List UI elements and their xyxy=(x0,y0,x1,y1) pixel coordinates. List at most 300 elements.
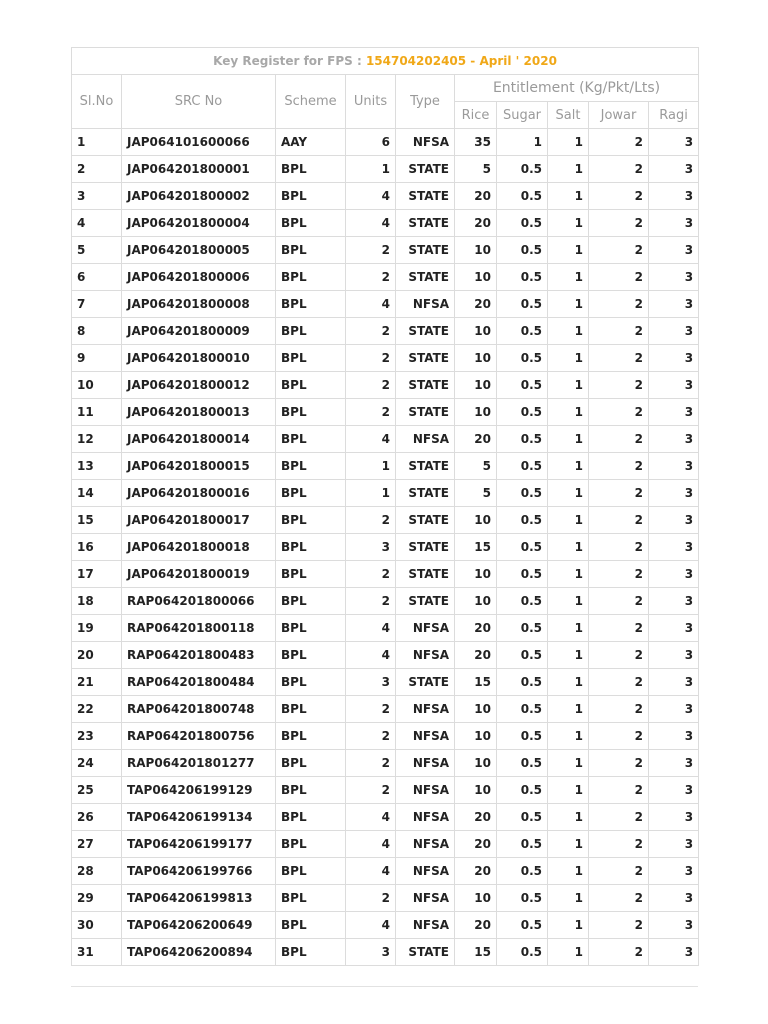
cell-rice: 15 xyxy=(455,939,497,966)
cell-salt: 1 xyxy=(548,885,589,912)
cell-salt: 1 xyxy=(548,750,589,777)
cell-type: NFSA xyxy=(396,642,455,669)
cell-scheme: BPL xyxy=(276,804,346,831)
cell-sl: 19 xyxy=(72,615,122,642)
table-row xyxy=(72,588,699,615)
cell-ragi: 3 xyxy=(649,426,699,453)
cell-sugar: 0.5 xyxy=(497,237,548,264)
cell-ragi: 3 xyxy=(649,264,699,291)
cell-sugar: 0.5 xyxy=(497,561,548,588)
cell-jowar: 2 xyxy=(589,156,649,183)
cell-scheme: BPL xyxy=(276,291,346,318)
cell-rice: 35 xyxy=(455,129,497,156)
cell-scheme: BPL xyxy=(276,831,346,858)
cell-units: 2 xyxy=(346,264,396,291)
table-row xyxy=(72,831,699,858)
cell-sl: 6 xyxy=(72,264,122,291)
header-scheme: Scheme xyxy=(276,75,346,129)
cell-salt: 1 xyxy=(548,804,589,831)
cell-sugar: 0.5 xyxy=(497,750,548,777)
cell-src: TAP064206200894 xyxy=(122,939,276,966)
cell-jowar: 2 xyxy=(589,426,649,453)
table-row xyxy=(72,939,699,966)
cell-scheme: BPL xyxy=(276,939,346,966)
cell-rice: 15 xyxy=(455,534,497,561)
cell-ragi: 3 xyxy=(649,237,699,264)
cell-scheme: BPL xyxy=(276,156,346,183)
header-row-1 xyxy=(72,75,699,102)
table-row xyxy=(72,642,699,669)
cell-ragi: 3 xyxy=(649,696,699,723)
cell-units: 3 xyxy=(346,534,396,561)
table-row xyxy=(72,291,699,318)
cell-sl: 30 xyxy=(72,912,122,939)
cell-scheme: BPL xyxy=(276,264,346,291)
cell-sugar: 0.5 xyxy=(497,939,548,966)
cell-rice: 5 xyxy=(455,453,497,480)
cell-jowar: 2 xyxy=(589,588,649,615)
cell-scheme: BPL xyxy=(276,507,346,534)
cell-rice: 20 xyxy=(455,912,497,939)
cell-rice: 10 xyxy=(455,345,497,372)
table-row xyxy=(72,912,699,939)
cell-rice: 10 xyxy=(455,237,497,264)
cell-units: 2 xyxy=(346,750,396,777)
cell-salt: 1 xyxy=(548,588,589,615)
cell-src: JAP064201800017 xyxy=(122,507,276,534)
cell-ragi: 3 xyxy=(649,291,699,318)
cell-scheme: BPL xyxy=(276,426,346,453)
cell-src: RAP064201801277 xyxy=(122,750,276,777)
cell-salt: 1 xyxy=(548,453,589,480)
cell-sl: 8 xyxy=(72,318,122,345)
cell-sugar: 0.5 xyxy=(497,426,548,453)
cell-type: STATE xyxy=(396,318,455,345)
cell-rice: 20 xyxy=(455,210,497,237)
cell-units: 4 xyxy=(346,831,396,858)
cell-scheme: BPL xyxy=(276,183,346,210)
cell-units: 1 xyxy=(346,156,396,183)
cell-salt: 1 xyxy=(548,129,589,156)
title-prefix: Key Register for FPS : xyxy=(213,54,366,68)
cell-scheme: BPL xyxy=(276,858,346,885)
cell-sugar: 0.5 xyxy=(497,534,548,561)
cell-type: STATE xyxy=(396,264,455,291)
key-register xyxy=(71,47,698,966)
cell-type: NFSA xyxy=(396,723,455,750)
cell-jowar: 2 xyxy=(589,858,649,885)
cell-jowar: 2 xyxy=(589,480,649,507)
cell-src: TAP064206199134 xyxy=(122,804,276,831)
table-row xyxy=(72,615,699,642)
cell-salt: 1 xyxy=(548,480,589,507)
cell-type: STATE xyxy=(396,669,455,696)
table-row xyxy=(72,480,699,507)
cell-jowar: 2 xyxy=(589,318,649,345)
cell-jowar: 2 xyxy=(589,804,649,831)
cell-jowar: 2 xyxy=(589,696,649,723)
cell-rice: 10 xyxy=(455,588,497,615)
cell-units: 4 xyxy=(346,804,396,831)
cell-scheme: BPL xyxy=(276,210,346,237)
cell-salt: 1 xyxy=(548,534,589,561)
cell-type: STATE xyxy=(396,156,455,183)
cell-jowar: 2 xyxy=(589,831,649,858)
cell-units: 1 xyxy=(346,453,396,480)
cell-src: JAP064101600066 xyxy=(122,129,276,156)
cell-jowar: 2 xyxy=(589,183,649,210)
header-type: Type xyxy=(396,75,455,129)
cell-salt: 1 xyxy=(548,858,589,885)
cell-src: JAP064201800002 xyxy=(122,183,276,210)
cell-rice: 10 xyxy=(455,399,497,426)
cell-sugar: 1 xyxy=(497,129,548,156)
cell-rice: 10 xyxy=(455,885,497,912)
cell-src: JAP064201800014 xyxy=(122,426,276,453)
cell-jowar: 2 xyxy=(589,129,649,156)
cell-scheme: BPL xyxy=(276,480,346,507)
cell-sugar: 0.5 xyxy=(497,777,548,804)
table-row xyxy=(72,723,699,750)
table-row xyxy=(72,669,699,696)
cell-rice: 20 xyxy=(455,642,497,669)
cell-rice: 5 xyxy=(455,480,497,507)
cell-salt: 1 xyxy=(548,318,589,345)
header-sugar: Sugar xyxy=(497,102,548,129)
cell-sl: 18 xyxy=(72,588,122,615)
cell-scheme: BPL xyxy=(276,561,346,588)
cell-sugar: 0.5 xyxy=(497,912,548,939)
cell-rice: 10 xyxy=(455,372,497,399)
cell-salt: 1 xyxy=(548,264,589,291)
cell-sl: 27 xyxy=(72,831,122,858)
table-row xyxy=(72,210,699,237)
cell-scheme: AAY xyxy=(276,129,346,156)
cell-units: 4 xyxy=(346,615,396,642)
cell-sugar: 0.5 xyxy=(497,156,548,183)
table-body xyxy=(72,129,699,966)
cell-sl: 12 xyxy=(72,426,122,453)
cell-type: STATE xyxy=(396,345,455,372)
cell-ragi: 3 xyxy=(649,453,699,480)
cell-scheme: BPL xyxy=(276,534,346,561)
cell-sl: 31 xyxy=(72,939,122,966)
cell-ragi: 3 xyxy=(649,318,699,345)
cell-sugar: 0.5 xyxy=(497,615,548,642)
cell-sugar: 0.5 xyxy=(497,696,548,723)
cell-units: 4 xyxy=(346,210,396,237)
cell-ragi: 3 xyxy=(649,507,699,534)
cell-rice: 15 xyxy=(455,669,497,696)
cell-src: RAP064201800756 xyxy=(122,723,276,750)
cell-sl: 16 xyxy=(72,534,122,561)
cell-sl: 26 xyxy=(72,804,122,831)
cell-sl: 5 xyxy=(72,237,122,264)
table-row xyxy=(72,399,699,426)
cell-src: TAP064206199813 xyxy=(122,885,276,912)
cell-scheme: BPL xyxy=(276,642,346,669)
cell-salt: 1 xyxy=(548,399,589,426)
table-row xyxy=(72,696,699,723)
cell-units: 1 xyxy=(346,480,396,507)
cell-src: JAP064201800012 xyxy=(122,372,276,399)
cell-sl: 7 xyxy=(72,291,122,318)
cell-src: TAP064206200649 xyxy=(122,912,276,939)
cell-src: JAP064201800015 xyxy=(122,453,276,480)
cell-ragi: 3 xyxy=(649,750,699,777)
cell-jowar: 2 xyxy=(589,561,649,588)
cell-rice: 10 xyxy=(455,696,497,723)
cell-jowar: 2 xyxy=(589,723,649,750)
cell-sl: 3 xyxy=(72,183,122,210)
cell-type: NFSA xyxy=(396,804,455,831)
cell-sugar: 0.5 xyxy=(497,453,548,480)
cell-type: NFSA xyxy=(396,912,455,939)
bottom-divider xyxy=(71,986,698,987)
cell-type: NFSA xyxy=(396,615,455,642)
cell-salt: 1 xyxy=(548,642,589,669)
cell-src: JAP064201800005 xyxy=(122,237,276,264)
cell-salt: 1 xyxy=(548,939,589,966)
cell-src: TAP064206199766 xyxy=(122,858,276,885)
cell-src: RAP064201800748 xyxy=(122,696,276,723)
cell-ragi: 3 xyxy=(649,129,699,156)
cell-sugar: 0.5 xyxy=(497,318,548,345)
table-row xyxy=(72,750,699,777)
cell-src: JAP064201800006 xyxy=(122,264,276,291)
cell-type: NFSA xyxy=(396,777,455,804)
cell-salt: 1 xyxy=(548,561,589,588)
cell-units: 2 xyxy=(346,777,396,804)
cell-ragi: 3 xyxy=(649,399,699,426)
cell-jowar: 2 xyxy=(589,507,649,534)
cell-salt: 1 xyxy=(548,291,589,318)
cell-src: RAP064201800066 xyxy=(122,588,276,615)
cell-jowar: 2 xyxy=(589,237,649,264)
table-row xyxy=(72,129,699,156)
cell-rice: 10 xyxy=(455,723,497,750)
cell-ragi: 3 xyxy=(649,858,699,885)
cell-scheme: BPL xyxy=(276,696,346,723)
cell-units: 2 xyxy=(346,318,396,345)
table-row xyxy=(72,426,699,453)
cell-units: 3 xyxy=(346,939,396,966)
cell-sl: 25 xyxy=(72,777,122,804)
cell-scheme: BPL xyxy=(276,723,346,750)
cell-type: STATE xyxy=(396,588,455,615)
cell-src: JAP064201800009 xyxy=(122,318,276,345)
cell-rice: 20 xyxy=(455,804,497,831)
cell-sl: 17 xyxy=(72,561,122,588)
cell-src: JAP064201800001 xyxy=(122,156,276,183)
cell-salt: 1 xyxy=(548,426,589,453)
cell-rice: 5 xyxy=(455,156,497,183)
cell-jowar: 2 xyxy=(589,399,649,426)
cell-src: JAP064201800008 xyxy=(122,291,276,318)
cell-salt: 1 xyxy=(548,669,589,696)
cell-type: STATE xyxy=(396,210,455,237)
table-row xyxy=(72,156,699,183)
cell-sl: 29 xyxy=(72,885,122,912)
cell-ragi: 3 xyxy=(649,939,699,966)
cell-sl: 13 xyxy=(72,453,122,480)
cell-sugar: 0.5 xyxy=(497,642,548,669)
header-ragi: Ragi xyxy=(649,102,699,129)
cell-units: 2 xyxy=(346,372,396,399)
cell-ragi: 3 xyxy=(649,831,699,858)
cell-sugar: 0.5 xyxy=(497,345,548,372)
cell-sl: 1 xyxy=(72,129,122,156)
cell-salt: 1 xyxy=(548,615,589,642)
cell-type: STATE xyxy=(396,480,455,507)
cell-jowar: 2 xyxy=(589,642,649,669)
cell-salt: 1 xyxy=(548,777,589,804)
cell-salt: 1 xyxy=(548,696,589,723)
cell-sl: 23 xyxy=(72,723,122,750)
cell-scheme: BPL xyxy=(276,372,346,399)
cell-rice: 10 xyxy=(455,777,497,804)
cell-ragi: 3 xyxy=(649,480,699,507)
cell-jowar: 2 xyxy=(589,615,649,642)
cell-units: 2 xyxy=(346,588,396,615)
cell-jowar: 2 xyxy=(589,453,649,480)
cell-type: STATE xyxy=(396,507,455,534)
cell-rice: 10 xyxy=(455,561,497,588)
cell-ragi: 3 xyxy=(649,615,699,642)
cell-sugar: 0.5 xyxy=(497,507,548,534)
cell-sugar: 0.5 xyxy=(497,264,548,291)
header-units: Units xyxy=(346,75,396,129)
cell-ragi: 3 xyxy=(649,534,699,561)
cell-units: 3 xyxy=(346,669,396,696)
cell-sugar: 0.5 xyxy=(497,669,548,696)
cell-sugar: 0.5 xyxy=(497,804,548,831)
cell-src: RAP064201800484 xyxy=(122,669,276,696)
table-row xyxy=(72,561,699,588)
table-row xyxy=(72,345,699,372)
table-row xyxy=(72,237,699,264)
cell-units: 4 xyxy=(346,858,396,885)
cell-type: NFSA xyxy=(396,885,455,912)
cell-salt: 1 xyxy=(548,372,589,399)
cell-scheme: BPL xyxy=(276,912,346,939)
cell-rice: 10 xyxy=(455,507,497,534)
cell-src: JAP064201800018 xyxy=(122,534,276,561)
cell-jowar: 2 xyxy=(589,777,649,804)
cell-sl: 4 xyxy=(72,210,122,237)
cell-units: 2 xyxy=(346,696,396,723)
cell-type: STATE xyxy=(396,534,455,561)
cell-rice: 10 xyxy=(455,264,497,291)
table-row xyxy=(72,318,699,345)
cell-salt: 1 xyxy=(548,723,589,750)
cell-scheme: BPL xyxy=(276,588,346,615)
cell-units: 6 xyxy=(346,129,396,156)
cell-jowar: 2 xyxy=(589,669,649,696)
cell-sl: 14 xyxy=(72,480,122,507)
cell-jowar: 2 xyxy=(589,345,649,372)
cell-type: NFSA xyxy=(396,831,455,858)
table-row xyxy=(72,183,699,210)
cell-ragi: 3 xyxy=(649,345,699,372)
cell-rice: 20 xyxy=(455,615,497,642)
cell-rice: 20 xyxy=(455,426,497,453)
cell-sugar: 0.5 xyxy=(497,372,548,399)
cell-src: JAP064201800013 xyxy=(122,399,276,426)
cell-jowar: 2 xyxy=(589,372,649,399)
cell-type: STATE xyxy=(396,237,455,264)
key-register-table xyxy=(71,47,699,966)
cell-sugar: 0.5 xyxy=(497,291,548,318)
cell-ragi: 3 xyxy=(649,885,699,912)
cell-type: NFSA xyxy=(396,129,455,156)
cell-sugar: 0.5 xyxy=(497,183,548,210)
cell-ragi: 3 xyxy=(649,183,699,210)
cell-type: NFSA xyxy=(396,291,455,318)
header-src-no: SRC No xyxy=(122,75,276,129)
header-jowar: Jowar xyxy=(589,102,649,129)
cell-type: STATE xyxy=(396,939,455,966)
cell-rice: 20 xyxy=(455,858,497,885)
cell-src: JAP064201800010 xyxy=(122,345,276,372)
cell-jowar: 2 xyxy=(589,750,649,777)
cell-type: STATE xyxy=(396,372,455,399)
table-row xyxy=(72,885,699,912)
cell-ragi: 3 xyxy=(649,669,699,696)
cell-ragi: 3 xyxy=(649,642,699,669)
cell-sl: 15 xyxy=(72,507,122,534)
table-header xyxy=(72,48,699,129)
cell-units: 2 xyxy=(346,237,396,264)
cell-sl: 2 xyxy=(72,156,122,183)
cell-src: RAP064201800483 xyxy=(122,642,276,669)
cell-ragi: 3 xyxy=(649,588,699,615)
cell-rice: 20 xyxy=(455,291,497,318)
cell-sl: 10 xyxy=(72,372,122,399)
cell-src: TAP064206199177 xyxy=(122,831,276,858)
cell-ragi: 3 xyxy=(649,156,699,183)
cell-rice: 10 xyxy=(455,318,497,345)
cell-jowar: 2 xyxy=(589,534,649,561)
header-salt: Salt xyxy=(548,102,589,129)
cell-jowar: 2 xyxy=(589,939,649,966)
cell-jowar: 2 xyxy=(589,264,649,291)
cell-ragi: 3 xyxy=(649,723,699,750)
header-sl-no: Sl.No xyxy=(72,75,122,129)
cell-scheme: BPL xyxy=(276,885,346,912)
cell-type: STATE xyxy=(396,561,455,588)
cell-units: 4 xyxy=(346,426,396,453)
cell-units: 4 xyxy=(346,183,396,210)
cell-sl: 9 xyxy=(72,345,122,372)
cell-scheme: BPL xyxy=(276,750,346,777)
cell-type: NFSA xyxy=(396,696,455,723)
cell-type: NFSA xyxy=(396,426,455,453)
cell-sl: 28 xyxy=(72,858,122,885)
cell-jowar: 2 xyxy=(589,291,649,318)
cell-units: 4 xyxy=(346,912,396,939)
cell-sugar: 0.5 xyxy=(497,480,548,507)
register-title xyxy=(72,48,699,75)
cell-units: 4 xyxy=(346,291,396,318)
cell-jowar: 2 xyxy=(589,912,649,939)
cell-sl: 11 xyxy=(72,399,122,426)
cell-rice: 20 xyxy=(455,183,497,210)
cell-units: 2 xyxy=(346,561,396,588)
cell-units: 2 xyxy=(346,399,396,426)
table-row xyxy=(72,534,699,561)
cell-salt: 1 xyxy=(548,237,589,264)
